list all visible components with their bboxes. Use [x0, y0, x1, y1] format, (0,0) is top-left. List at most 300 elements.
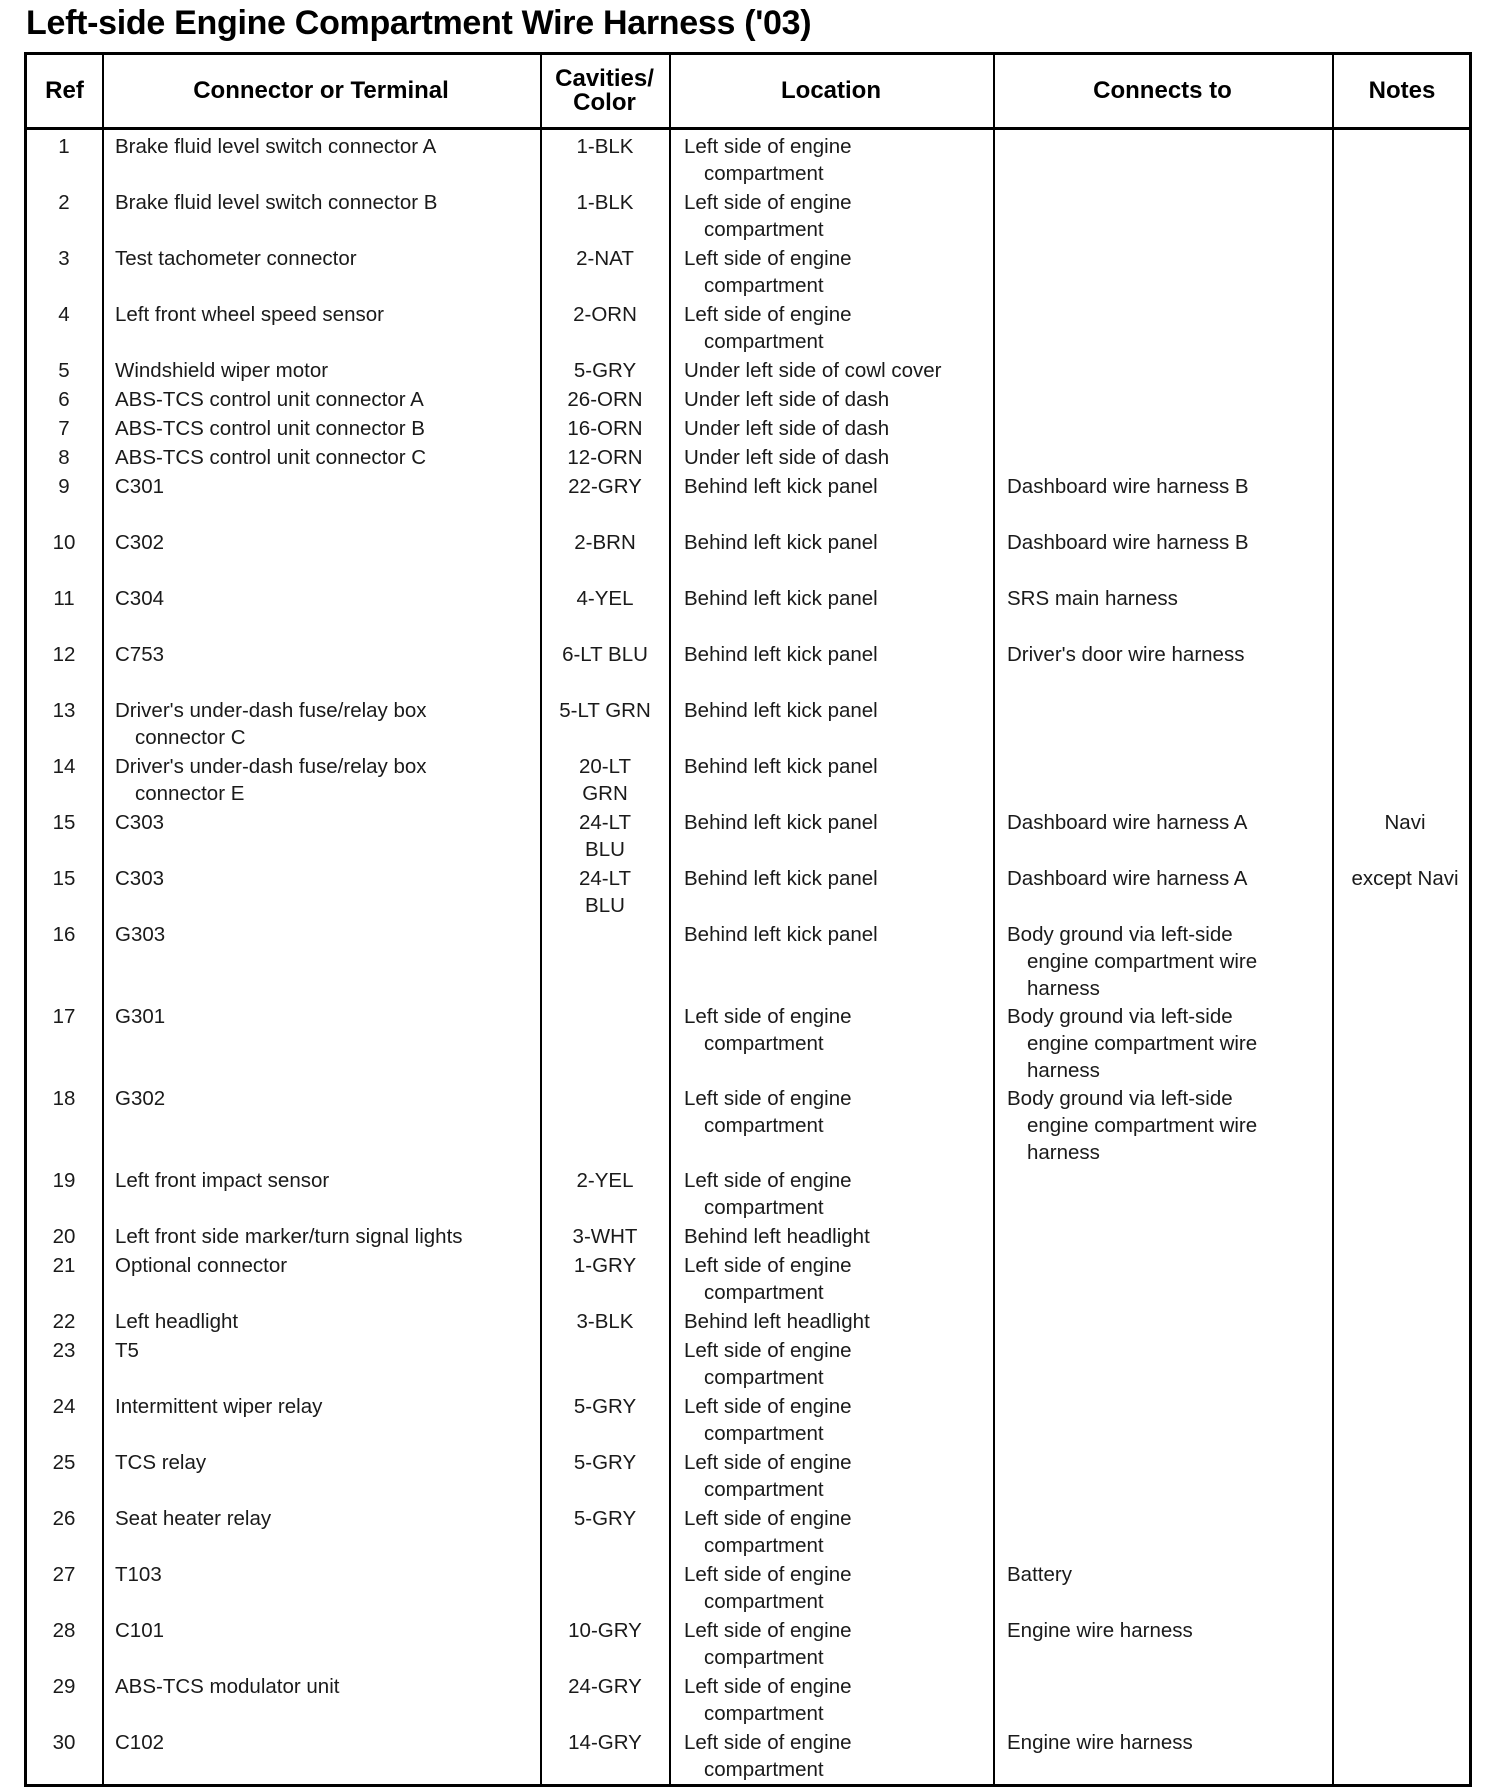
- table-row: [27, 186, 1469, 242]
- location-cell-line: compartment: [704, 1590, 824, 1613]
- connector-cell: [115, 1561, 535, 1588]
- ref-cell-line: 17: [52, 1005, 76, 1028]
- cavities-cell-line: 10-GRY: [568, 1619, 642, 1642]
- table-row: [27, 383, 1469, 412]
- connects-to-cell-line: Driver's door wire harness: [1007, 643, 1245, 666]
- harness-table: [24, 52, 1472, 1787]
- connector-cell: [115, 641, 535, 668]
- connects-to-cell: [1007, 529, 1347, 556]
- connector-cell-line: C303: [115, 811, 165, 834]
- location-cell-line: Behind left kick panel: [684, 811, 878, 834]
- ref-cell-line: 21: [52, 1254, 76, 1277]
- header-cavities: [540, 55, 669, 127]
- header-cavities-line1: Cavities/: [555, 65, 654, 92]
- cavities-cell-line: 1-BLK: [576, 191, 634, 214]
- ref-cell-line: 25: [52, 1451, 76, 1474]
- ref-cell: [27, 133, 101, 160]
- ref-cell-line: 16: [52, 923, 76, 946]
- location-cell-line: Left side of engine: [684, 1395, 852, 1418]
- ref-cell-line: 27: [52, 1563, 76, 1586]
- location-cell-line: compartment: [704, 218, 824, 241]
- connects-to-cell: [1007, 921, 1347, 1002]
- connector-cell-line: connector E: [135, 782, 245, 805]
- location-cell: [684, 473, 1004, 500]
- header-location: Location: [781, 77, 881, 104]
- connector-cell-line: Brake fluid level switch connector A: [115, 135, 437, 158]
- cavities-cell-line: 5-GRY: [573, 1395, 637, 1418]
- connects-to-cell: [1007, 1561, 1347, 1588]
- connector-cell-line: Driver's under-dash fuse/relay box: [115, 755, 427, 778]
- ref-cell-line: 7: [58, 417, 70, 440]
- cavities-cell: [541, 809, 669, 863]
- connector-cell-line: C102: [115, 1731, 165, 1754]
- table-row: [27, 1390, 1469, 1446]
- table-row: [27, 582, 1469, 638]
- connector-cell: [115, 1729, 535, 1756]
- cavities-cell: [541, 641, 669, 668]
- cavities-cell: [541, 415, 669, 442]
- table-row: [27, 1000, 1469, 1082]
- location-cell: [684, 1505, 1004, 1559]
- connector-cell-line: Optional connector: [115, 1254, 288, 1277]
- location-cell: [684, 1167, 1004, 1221]
- connector-cell-line: C303: [115, 867, 165, 890]
- cavities-cell-line: 2-ORN: [573, 303, 637, 326]
- location-cell: [684, 1223, 1004, 1250]
- connector-cell: [115, 386, 535, 413]
- table-row: [27, 1305, 1469, 1334]
- table-row: [27, 918, 1469, 1000]
- connector-cell: [115, 865, 535, 892]
- cavities-cell-line: BLU: [585, 894, 625, 917]
- connector-cell: [115, 1617, 535, 1644]
- connects-to-cell: [1007, 641, 1347, 668]
- ref-cell: [27, 386, 101, 413]
- cavities-cell: [541, 1167, 669, 1194]
- connector-cell: [115, 245, 535, 272]
- connector-cell: [115, 1308, 535, 1335]
- ref-cell: [27, 189, 101, 216]
- ref-cell: [27, 245, 101, 272]
- ref-cell: [27, 585, 101, 612]
- connector-cell-line: G303: [115, 923, 166, 946]
- connector-cell-line: C304: [115, 587, 165, 610]
- ref-cell: [27, 473, 101, 500]
- table-row: [27, 1220, 1469, 1249]
- header-ref: Ref: [45, 77, 84, 104]
- cavities-cell: [541, 585, 669, 612]
- location-cell: [684, 1561, 1004, 1615]
- cavities-cell: [541, 1308, 669, 1335]
- connector-cell-line: Seat heater relay: [115, 1507, 272, 1530]
- cavities-cell-line: 2-YEL: [576, 1169, 634, 1192]
- location-cell-line: Behind left kick panel: [684, 923, 878, 946]
- connector-cell-line: C301: [115, 475, 165, 498]
- connects-to-cell-line: harness: [1027, 977, 1100, 1000]
- cavities-cell-line: 24-LT: [578, 811, 632, 834]
- connector-cell: [115, 1449, 535, 1476]
- cavities-cell-line: 2-NAT: [576, 247, 634, 270]
- connector-cell-line: Left front side marker/turn signal lights: [115, 1225, 463, 1248]
- connector-cell: [115, 357, 535, 384]
- location-cell: [684, 1252, 1004, 1306]
- table-row: [27, 242, 1469, 298]
- connector-cell: [115, 1337, 535, 1364]
- location-cell-line: compartment: [704, 1534, 824, 1557]
- location-cell-line: compartment: [704, 274, 824, 297]
- ref-cell: [27, 753, 101, 780]
- location-cell: [684, 529, 1004, 556]
- location-cell-line: compartment: [704, 1281, 824, 1304]
- cavities-cell-line: 5-GRY: [573, 359, 637, 382]
- connector-cell-line: Intermittent wiper relay: [115, 1395, 323, 1418]
- location-cell-line: compartment: [704, 1032, 824, 1055]
- ref-cell: [27, 301, 101, 328]
- location-cell: [684, 1449, 1004, 1503]
- connector-cell-line: ABS-TCS modulator unit: [115, 1675, 340, 1698]
- ref-cell-line: 5: [58, 359, 70, 382]
- cavities-cell-line: 6-LT BLU: [562, 643, 648, 666]
- connector-cell: [115, 301, 535, 328]
- location-cell-line: compartment: [704, 1646, 824, 1669]
- connector-cell: [115, 1223, 535, 1250]
- location-cell: [684, 641, 1004, 668]
- location-cell-line: compartment: [704, 1196, 824, 1219]
- table-row: [27, 130, 1469, 186]
- connects-to-cell: [1007, 1617, 1347, 1644]
- cavities-cell-line: 20-LT: [578, 755, 632, 778]
- notes-cell: [1335, 809, 1475, 836]
- connects-to-cell-line: Body ground via left-side: [1007, 1005, 1233, 1028]
- table-row: [27, 750, 1469, 806]
- cavities-cell: [541, 245, 669, 272]
- table-row: [27, 862, 1469, 918]
- ref-cell-line: 28: [52, 1619, 76, 1642]
- cavities-cell: [541, 357, 669, 384]
- connector-cell: [115, 415, 535, 442]
- connector-cell: [115, 444, 535, 471]
- cavities-cell-line: 2-BRN: [574, 531, 636, 554]
- location-cell: [684, 357, 1004, 384]
- cavities-cell: [541, 753, 669, 807]
- connects-to-cell: [1007, 809, 1347, 836]
- ref-cell-line: 15: [52, 811, 76, 834]
- location-cell: [684, 415, 1004, 442]
- location-cell-line: Left side of engine: [684, 247, 852, 270]
- cavities-cell-line: BLU: [585, 838, 625, 861]
- ref-cell-line: 24: [52, 1395, 76, 1418]
- location-cell-line: compartment: [704, 1366, 824, 1389]
- connector-cell-line: T103: [115, 1563, 162, 1586]
- table-row: [27, 441, 1469, 470]
- ref-cell-line: 4: [58, 303, 70, 326]
- cavities-cell-line: 5-GRY: [573, 1451, 637, 1474]
- location-cell-line: Left side of engine: [684, 191, 852, 214]
- connector-cell: [115, 921, 535, 948]
- location-cell-line: Behind left kick panel: [684, 531, 878, 554]
- ref-cell: [27, 1729, 101, 1756]
- connects-to-cell-line: Dashboard wire harness A: [1007, 811, 1248, 834]
- ref-cell-line: 9: [58, 475, 70, 498]
- connector-cell-line: Test tachometer connector: [115, 247, 357, 270]
- connects-to-cell-line: Body ground via left-side: [1007, 1087, 1233, 1110]
- ref-cell: [27, 357, 101, 384]
- ref-cell-line: 14: [52, 755, 76, 778]
- connector-cell-line: G302: [115, 1087, 166, 1110]
- ref-cell: [27, 1003, 101, 1030]
- connects-to-cell: [1007, 865, 1347, 892]
- connector-cell-line: connector C: [135, 726, 246, 749]
- location-cell-line: Behind left kick panel: [684, 755, 878, 778]
- connects-to-cell-line: Dashboard wire harness B: [1007, 475, 1249, 498]
- ref-cell: [27, 1337, 101, 1364]
- page-title: Left-side Engine Compartment Wire Harness ('03): [26, 4, 812, 42]
- cavities-cell-line: 12-ORN: [567, 446, 643, 469]
- connector-cell-line: ABS-TCS control unit connector C: [115, 446, 427, 469]
- connector-cell: [115, 1393, 535, 1420]
- ref-cell-line: 11: [53, 587, 75, 610]
- ref-cell-line: 22: [52, 1310, 76, 1333]
- cavities-cell-line: 1-BLK: [576, 135, 634, 158]
- connects-to-cell-line: Engine wire harness: [1007, 1731, 1193, 1754]
- connects-to-cell-line: harness: [1027, 1141, 1100, 1164]
- connects-to-cell-line: SRS main harness: [1007, 587, 1178, 610]
- cavities-cell: [541, 473, 669, 500]
- location-cell: [684, 1003, 1004, 1057]
- location-cell: [684, 1337, 1004, 1391]
- location-cell: [684, 444, 1004, 471]
- location-cell-line: Left side of engine: [684, 1675, 852, 1698]
- table-row: [27, 1726, 1469, 1782]
- connects-to-cell-line: engine compartment wire: [1027, 1032, 1258, 1055]
- location-cell: [684, 753, 1004, 780]
- connects-to-cell-line: Dashboard wire harness B: [1007, 531, 1249, 554]
- cavities-cell: [541, 1673, 669, 1700]
- location-cell-line: Under left side of dash: [684, 446, 890, 469]
- cavities-cell-line: 22-GRY: [568, 475, 642, 498]
- ref-cell-line: 15: [52, 867, 76, 890]
- ref-cell: [27, 444, 101, 471]
- table-row: [27, 638, 1469, 694]
- connects-to-cell-line: Dashboard wire harness A: [1007, 867, 1248, 890]
- location-cell: [684, 1085, 1004, 1139]
- cavities-cell: [541, 1449, 669, 1476]
- location-cell-line: Behind left kick panel: [684, 699, 878, 722]
- location-cell: [684, 1393, 1004, 1447]
- location-cell-line: compartment: [704, 1114, 824, 1137]
- connector-cell-line: C101: [115, 1619, 165, 1642]
- connects-to-cell: [1007, 1085, 1347, 1166]
- location-cell-line: Left side of engine: [684, 1339, 852, 1362]
- table-row: [27, 412, 1469, 441]
- location-cell-line: Behind left kick panel: [684, 867, 878, 890]
- location-cell: [684, 1729, 1004, 1783]
- cavities-cell: [541, 133, 669, 160]
- cavities-cell-line: 26-ORN: [567, 388, 643, 411]
- location-cell-line: compartment: [704, 1422, 824, 1445]
- cavities-cell: [541, 1505, 669, 1532]
- location-cell-line: Under left side of cowl cover: [684, 359, 942, 382]
- connector-cell: [115, 753, 535, 807]
- connector-cell: [115, 473, 535, 500]
- cavities-cell-line: 1-GRY: [573, 1254, 637, 1277]
- connector-cell: [115, 809, 535, 836]
- connector-cell-line: Left headlight: [115, 1310, 239, 1333]
- cavities-cell: [541, 1617, 669, 1644]
- location-cell-line: Behind left headlight: [684, 1310, 870, 1333]
- cavities-cell: [541, 189, 669, 216]
- table-row: [27, 354, 1469, 383]
- location-cell: [684, 1617, 1004, 1671]
- location-cell: [684, 301, 1004, 355]
- cavities-cell: [541, 1252, 669, 1279]
- connector-cell-line: G301: [115, 1005, 166, 1028]
- connector-cell-line: Brake fluid level switch connector B: [115, 191, 438, 214]
- connects-to-cell: [1007, 473, 1347, 500]
- table-row: [27, 694, 1469, 750]
- location-cell-line: Left side of engine: [684, 1619, 852, 1642]
- ref-cell: [27, 1393, 101, 1420]
- ref-cell: [27, 865, 101, 892]
- connector-cell-line: Driver's under-dash fuse/relay box: [115, 699, 427, 722]
- location-cell: [684, 697, 1004, 724]
- location-cell-line: Left side of engine: [684, 1731, 852, 1754]
- ref-cell: [27, 1673, 101, 1700]
- table-body: [27, 130, 1469, 1782]
- cavities-cell-line: 3-WHT: [572, 1225, 638, 1248]
- location-cell-line: Behind left kick panel: [684, 643, 878, 666]
- connects-to-cell: [1007, 1003, 1347, 1084]
- cavities-cell: [541, 386, 669, 413]
- location-cell-line: Left side of engine: [684, 1005, 852, 1028]
- cavities-cell: [541, 697, 669, 724]
- location-cell: [684, 245, 1004, 299]
- connector-cell-line: ABS-TCS control unit connector B: [115, 417, 425, 440]
- ref-cell-line: 8: [58, 446, 70, 469]
- location-cell-line: compartment: [704, 1758, 824, 1781]
- location-cell-line: Left side of engine: [684, 1451, 852, 1474]
- table-row: [27, 1164, 1469, 1220]
- header-cavities-line2: Color: [573, 89, 636, 116]
- location-cell: [684, 133, 1004, 187]
- connector-cell: [115, 697, 535, 751]
- location-cell-line: Under left side of dash: [684, 388, 890, 411]
- table-row: [27, 298, 1469, 354]
- table-row: [27, 1446, 1469, 1502]
- connector-cell: [115, 1085, 535, 1112]
- ref-cell: [27, 641, 101, 668]
- connector-cell: [115, 1673, 535, 1700]
- location-cell: [684, 386, 1004, 413]
- location-cell-line: Behind left kick panel: [684, 475, 878, 498]
- location-cell-line: Left side of engine: [684, 135, 852, 158]
- ref-cell: [27, 1308, 101, 1335]
- connector-cell-line: Windshield wiper motor: [115, 359, 329, 382]
- ref-cell: [27, 697, 101, 724]
- cavities-cell-line: 14-GRY: [568, 1731, 642, 1754]
- connects-to-cell-line: Body ground via left-side: [1007, 923, 1233, 946]
- connector-cell: [115, 1167, 535, 1194]
- notes-cell: [1335, 865, 1475, 892]
- ref-cell: [27, 1561, 101, 1588]
- cavities-cell-line: 24-LT: [578, 867, 632, 890]
- cavities-cell: [541, 529, 669, 556]
- ref-cell: [27, 415, 101, 442]
- location-cell-line: Left side of engine: [684, 303, 852, 326]
- connector-cell-line: C302: [115, 531, 165, 554]
- location-cell-line: compartment: [704, 330, 824, 353]
- cavities-cell: [541, 444, 669, 471]
- ref-cell-line: 3: [58, 247, 70, 270]
- connector-cell-line: TCS relay: [115, 1451, 207, 1474]
- table-row: [27, 1249, 1469, 1305]
- connector-cell-line: ABS-TCS control unit connector A: [115, 388, 424, 411]
- ref-cell: [27, 1449, 101, 1476]
- location-cell-line: Left side of engine: [684, 1169, 852, 1192]
- header-notes: Notes: [1368, 77, 1436, 104]
- cavities-cell: [541, 301, 669, 328]
- connects-to-cell: [1007, 1729, 1347, 1756]
- ref-cell-line: 20: [52, 1225, 76, 1248]
- location-cell-line: Left side of engine: [684, 1507, 852, 1530]
- connector-cell: [115, 585, 535, 612]
- cavities-cell: [541, 865, 669, 919]
- cavities-cell-line: 5-GRY: [573, 1507, 637, 1530]
- cavities-cell-line: GRN: [582, 782, 628, 805]
- table-row: [27, 1082, 1469, 1164]
- cavities-cell-line: 5-LT GRN: [559, 699, 651, 722]
- cavities-cell-line: 24-GRY: [568, 1675, 642, 1698]
- table-row: [27, 1502, 1469, 1558]
- connects-to-cell-line: Battery: [1007, 1563, 1072, 1586]
- location-cell-line: compartment: [704, 162, 824, 185]
- connector-cell: [115, 1252, 535, 1279]
- location-cell-line: compartment: [704, 1702, 824, 1725]
- table-row: [27, 1670, 1469, 1726]
- ref-cell: [27, 921, 101, 948]
- ref-cell-line: 30: [52, 1731, 76, 1754]
- connects-to-cell: [1007, 585, 1347, 612]
- ref-cell: [27, 529, 101, 556]
- location-cell: [684, 809, 1004, 836]
- cavities-cell-line: 4-YEL: [576, 587, 634, 610]
- location-cell-line: Behind left headlight: [684, 1225, 870, 1248]
- connector-cell: [115, 1505, 535, 1532]
- ref-cell-line: 12: [52, 643, 76, 666]
- connector-cell-line: C753: [115, 643, 165, 666]
- location-cell-line: Left side of engine: [684, 1087, 852, 1110]
- location-cell: [684, 1308, 1004, 1335]
- table-row: [27, 1614, 1469, 1670]
- connector-cell: [115, 133, 535, 160]
- ref-cell-line: 13: [52, 699, 76, 722]
- ref-cell: [27, 1505, 101, 1532]
- connector-cell: [115, 1003, 535, 1030]
- ref-cell: [27, 809, 101, 836]
- location-cell-line: Left side of engine: [684, 1254, 852, 1277]
- ref-cell-line: 18: [52, 1087, 76, 1110]
- connector-cell-line: Left front wheel speed sensor: [115, 303, 384, 326]
- header-connects-to: Connects to: [1093, 77, 1232, 104]
- ref-cell: [27, 1085, 101, 1112]
- table-row: [27, 1558, 1469, 1614]
- ref-cell-line: 1: [58, 135, 70, 158]
- connector-cell: [115, 189, 535, 216]
- location-cell: [684, 585, 1004, 612]
- location-cell: [684, 1673, 1004, 1727]
- connects-to-cell-line: engine compartment wire: [1027, 1114, 1258, 1137]
- ref-cell-line: 10: [52, 531, 76, 554]
